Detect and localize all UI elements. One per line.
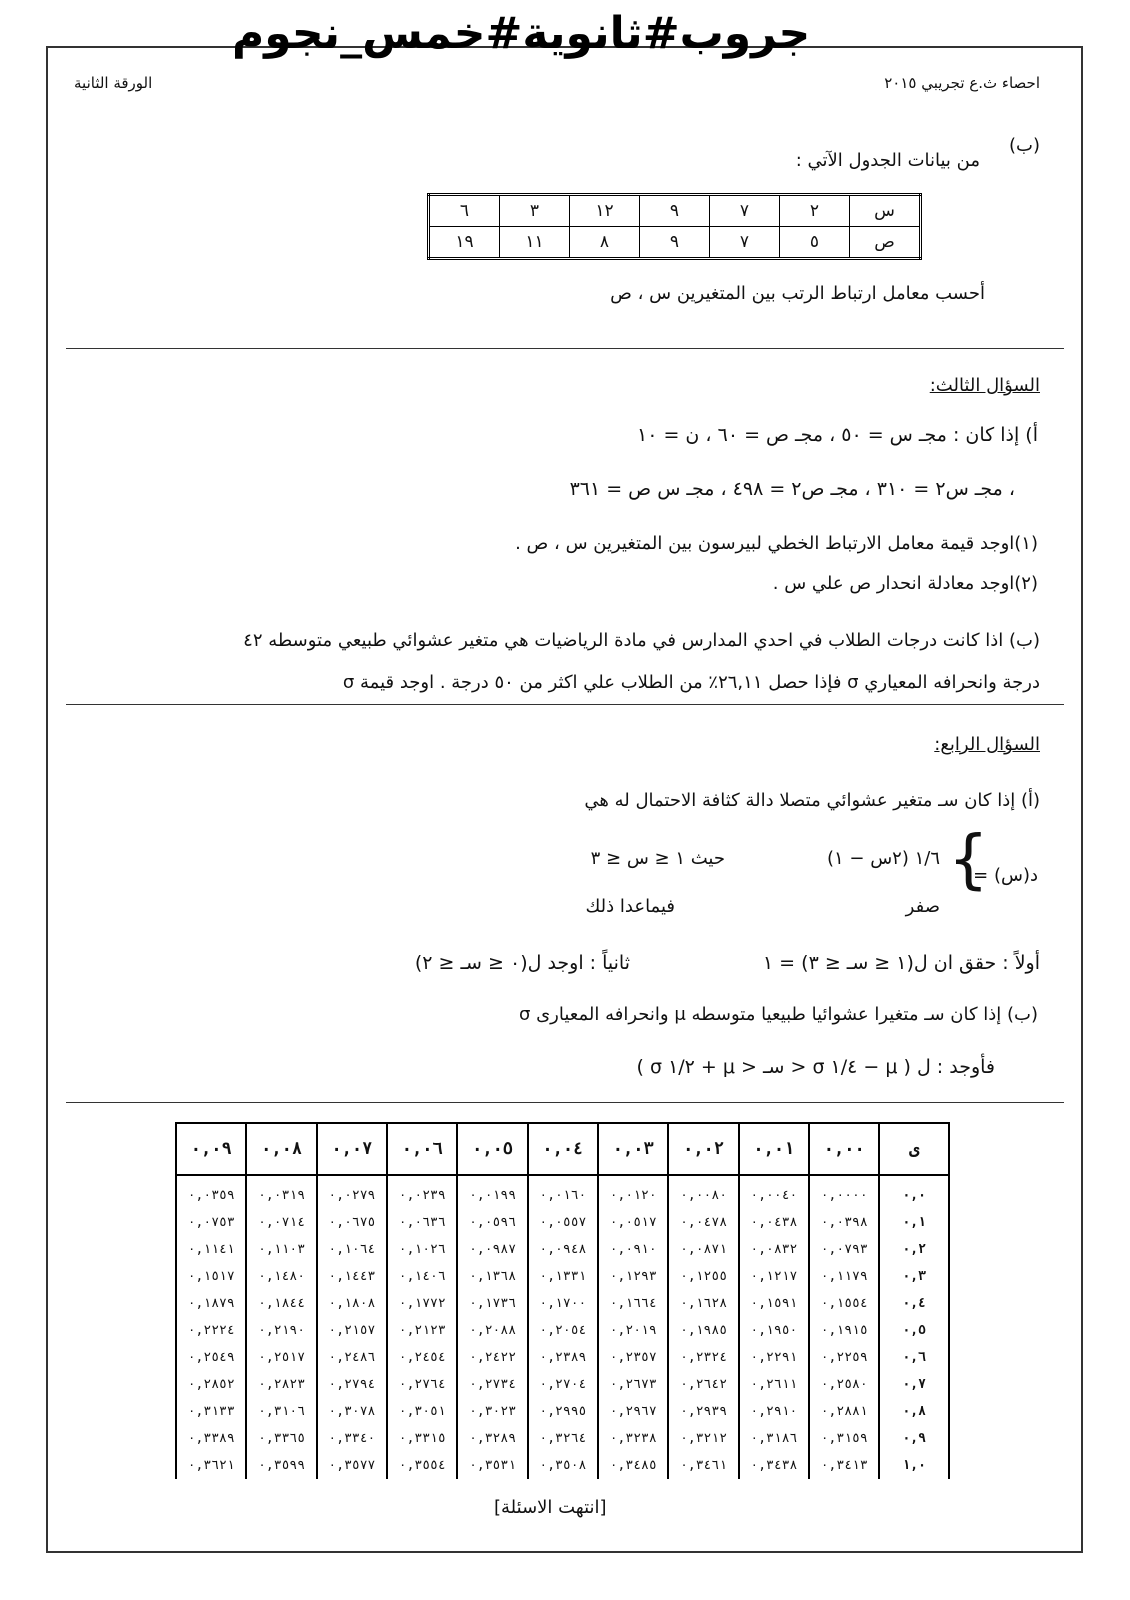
table-cell: ٠,٠٣٥٩ [176,1175,246,1209]
header-left: الورقة الثانية [74,74,153,92]
table-cell: ٠,٠٠٨٠ [668,1175,738,1209]
table-cell: ٠,٢٢٩١ [739,1344,809,1371]
table-cell: ٠,٣٥٠٨ [528,1452,598,1479]
table-cell: ٠,٢٣٥٧ [598,1344,668,1371]
row-head: ص [850,227,921,259]
table-cell: ٠,٣٥٣١ [457,1452,527,1479]
row-z-value: ٠,٩ [879,1425,949,1452]
footer-end-text: [انتهت الاسئلة] [494,1497,607,1518]
table-row [176,1425,949,1452]
table-row [176,1317,949,1344]
q4-case2-expr: صفر [905,896,940,917]
table-cell: ٠,٣٤١٣ [809,1452,879,1479]
table-cell: ٠,١٥٩١ [739,1290,809,1317]
table-cell: ٠,١١٧٩ [809,1263,879,1290]
table-row [176,1452,949,1479]
q3-b-line1: (ب) اذا كانت درجات الطلاب في احدي المدارس في مادة الرياضيات هي متغير عشوائي طبيعي متوسطه ٤٢ [243,630,1040,651]
table-cell: ٠,١٧٧٢ [387,1290,457,1317]
table-body [176,1175,949,1479]
corner-header: ى [879,1123,949,1175]
table-cell: ٠,٣٣٤٠ [317,1425,387,1452]
table-cell: ٠,٠٤٣٨ [739,1209,809,1236]
table-cell: ٠,٠٠٤٠ [739,1175,809,1209]
row-z-value: ١,٠ [879,1452,949,1479]
table-cell: ٠,٠٣١٩ [246,1175,316,1209]
table-cell: ٦ [429,195,500,227]
table-cell: ٠,٠٤٧٨ [668,1209,738,1236]
table-cell: ٠,٣٤٨٥ [598,1452,668,1479]
table-cell: ١٩ [429,227,500,259]
q3-a-1: (١)اوجد قيمة معامل الارتباط الخطي لبيرسون بين المتغيرين س ، ص . [515,533,1038,554]
table-cell: ٠,٣٠٢٣ [457,1398,527,1425]
table-cell: ٠,٣١٣٣ [176,1398,246,1425]
table-cell: ٠,٢٩٦٧ [598,1398,668,1425]
q3-a-2: (٢)اوجد معادلة انحدار ص علي س . [772,573,1038,594]
row-z-value: ٠,٢ [879,1236,949,1263]
table-cell: ٠,٠٨٧١ [668,1236,738,1263]
table-cell: ٠,١٣٦٨ [457,1263,527,1290]
q3-b-line2: درجة وانحرافه المعياري σ فإذا حصل ٢٦,١١٪ من الطلاب علي اكثر من ٥٠ درجة . اوجد قيمة σ [342,672,1040,693]
table-cell: ٠,٣١٥٩ [809,1425,879,1452]
q4-case2-cond: فيماعدا ذلك [585,896,675,917]
table-cell: ٧ [710,227,780,259]
table-cell: ٠,٣٢١٢ [668,1425,738,1452]
table-cell: ٠,٢٥١٧ [246,1344,316,1371]
table-cell: ٠,٢٤٢٢ [457,1344,527,1371]
q4-case1-expr: ١/٦ (٢س − ١) [826,848,940,869]
q4-case1-cond: حيث ١ ≤ س ≤ ٣ [590,848,725,869]
table-cell: ٣ [500,195,570,227]
row-z-value: ٠,٠ [879,1175,949,1209]
table-cell: ٠,٠٣٩٨ [809,1209,879,1236]
row-z-value: ٠,١ [879,1209,949,1236]
table-cell: ٠,٢١٢٣ [387,1317,457,1344]
table-cell: ٠,٠٦٣٦ [387,1209,457,1236]
column-header: ٠,٠٠ [809,1123,879,1175]
table-cell: ٠,١٦٢٨ [668,1290,738,1317]
table-cell: ٠,٢٨٨١ [809,1398,879,1425]
table-cell: ٠,٣٤٣٨ [739,1452,809,1479]
table-cell: ٠,٠٧١٤ [246,1209,316,1236]
divider [66,348,1064,349]
normal-distribution-table [175,1122,950,1479]
table-cell: ٠,٠٨٣٢ [739,1236,809,1263]
table-cell: ٧ [710,195,780,227]
table-cell: ٠,١٩٨٥ [668,1317,738,1344]
q3-a-line2: ، مجـ س٢ = ٣١٠ ، مجـ ص٢ = ٤٩٨ ، مجـ س ص = ٣٦١ [569,478,1015,500]
table-cell: ٠,٠٩٨٧ [457,1236,527,1263]
table-cell: ٠,٣٥٥٤ [387,1452,457,1479]
watermark-text: جروب#ثانوية#خمس_نجوم [232,8,811,59]
table-cell: ٩ [640,195,710,227]
row-z-value: ٠,٨ [879,1398,949,1425]
table-header-row [176,1123,949,1175]
table-cell: ٠,١٨٧٩ [176,1290,246,1317]
q4-a-intro: (أ) إذا كان سـ متغير عشوائي متصلا دالة كثافة الاحتمال له هي [584,790,1040,811]
table-cell: ٠,٣٤٦١ [668,1452,738,1479]
table-cell: ٠,١٠٦٤ [317,1236,387,1263]
table-cell: ٢ [780,195,850,227]
table-cell: ٠,١٠٢٦ [387,1236,457,1263]
table-cell: ٠,٢٦٤٢ [668,1371,738,1398]
table-cell: ٥ [780,227,850,259]
table-row [176,1398,949,1425]
column-header: ٠,٠١ [739,1123,809,1175]
table-row [429,227,921,259]
column-header: ٠,٠٤ [528,1123,598,1175]
table-cell: ٨ [570,227,640,259]
table-cell: ٠,٢٤٨٦ [317,1344,387,1371]
part-b-intro: من بيانات الجدول الآتي : [795,150,980,171]
table-cell: ٠,٠٥١٧ [598,1209,668,1236]
column-header: ٠,٠٥ [457,1123,527,1175]
table-cell: ٠,٣٣٨٩ [176,1425,246,1452]
table-cell: ٠,٢١٥٧ [317,1317,387,1344]
table-cell: ٠,٠٧٥٣ [176,1209,246,1236]
table-cell: ١٢ [570,195,640,227]
table-row [176,1371,949,1398]
column-header: ٠,٠٢ [668,1123,738,1175]
table-cell: ٠,١٢٩٣ [598,1263,668,1290]
table-cell: ٠,١٣٣١ [528,1263,598,1290]
table-cell: ٠,٢٩٣٩ [668,1398,738,1425]
table-cell: ٠,١٧٠٠ [528,1290,598,1317]
table-cell: ٠,٣٥٩٩ [246,1452,316,1479]
part-b-label: (ب) [1009,135,1040,156]
table-cell: ٠,١٧٣٦ [457,1290,527,1317]
table-row [176,1236,949,1263]
column-header: ٠,٠٦ [387,1123,457,1175]
table-cell: ٠,٢٠٨٨ [457,1317,527,1344]
table-cell: ٠,٠٧٩٣ [809,1236,879,1263]
table-cell: ٠,٢٩١٠ [739,1398,809,1425]
header-right: احصاء ث.ع تجريبي ٢٠١٥ [884,74,1040,92]
table-cell: ٠,٢٦١١ [739,1371,809,1398]
table-row [176,1209,949,1236]
q4-first: أولاً : حقق ان ل(١ ≤ سـ ≤ ٣) = ١ [762,952,1040,974]
table-cell: ٠,١٤٠٦ [387,1263,457,1290]
part-b-instruction: أحسب معامل ارتباط الرتب بين المتغيرين س ، ص [610,283,985,304]
table-cell: ٠,٣٠٥١ [387,1398,457,1425]
table-row [176,1175,949,1209]
row-z-value: ٠,٣ [879,1263,949,1290]
table-cell: ٠,١١٤١ [176,1236,246,1263]
table-cell: ٠,٢٧٣٤ [457,1371,527,1398]
table-cell: ٠,٢٤٥٤ [387,1344,457,1371]
column-header: ٠,٠٣ [598,1123,668,1175]
table-cell: ٠,٢٦٧٣ [598,1371,668,1398]
table-cell: ٠,٢٧٦٤ [387,1371,457,1398]
table-row [176,1344,949,1371]
table-cell: ٠,٣٢٦٤ [528,1425,598,1452]
table-cell: ١١ [500,227,570,259]
table-cell: ٠,١٤٨٠ [246,1263,316,1290]
table-cell: ٠,٠١٦٠ [528,1175,598,1209]
q4-b-intro: (ب) إذا كان سـ متغيرا عشوائيا طبيعيا متوسطه μ وانحرافه المعيارى σ [518,1004,1038,1025]
table-row [176,1290,949,1317]
table-cell: ٠,٣١٨٦ [739,1425,809,1452]
table-cell: ٠,٣١٠٦ [246,1398,316,1425]
divider [66,704,1064,705]
table-cell: ٠,٠٢٣٩ [387,1175,457,1209]
table-cell: ٠,١٤٤٣ [317,1263,387,1290]
q4-title: السؤال الرابع: [934,734,1040,755]
table-cell: ٠,٢٧٠٤ [528,1371,598,1398]
q3-a-line1: أ) إذا كان : مجـ س = ٥٠ ، مجـ ص = ٦٠ ، ن = ١٠ [637,424,1038,446]
column-header: ٠,٠٨ [246,1123,316,1175]
table-cell: ٠,١١٠٣ [246,1236,316,1263]
table-cell: ٠,٢٢٢٤ [176,1317,246,1344]
table-row [176,1263,949,1290]
column-header: ٠,٠٩ [176,1123,246,1175]
table-cell: ٠,٢٣٢٤ [668,1344,738,1371]
table-cell: ٠,١٦٦٤ [598,1290,668,1317]
table-cell: ٠,٠٢٧٩ [317,1175,387,1209]
q3-title: السؤال الثالث: [929,375,1040,396]
table-cell: ٠,١٩١٥ [809,1317,879,1344]
table-cell: ٠,١٥٥٤ [809,1290,879,1317]
table-cell: ٠,٢٨٢٣ [246,1371,316,1398]
table-cell: ٠,١٨٤٤ [246,1290,316,1317]
table-cell: ٠,٣٦٢١ [176,1452,246,1479]
table-cell: ٠,٢٥٤٩ [176,1344,246,1371]
table-cell: ٠,٢٥٨٠ [809,1371,879,1398]
table-cell: ٠,٣٠٧٨ [317,1398,387,1425]
table-cell: ٠,٢٠١٩ [598,1317,668,1344]
table-cell: ٠,١٥١٧ [176,1263,246,1290]
table-cell: ٠,١٩٥٠ [739,1317,809,1344]
row-z-value: ٠,٤ [879,1290,949,1317]
xy-data-table [427,193,922,260]
table-cell: ٠,٣٢٨٩ [457,1425,527,1452]
table-cell: ٠,٠٦٧٥ [317,1209,387,1236]
q4-b-find: فأوجد : ل ( μ − ١/٤ σ < سـ < μ + ١/٢ σ ) [636,1056,995,1078]
table-row [429,195,921,227]
table-cell: ٠,٢٢٥٩ [809,1344,879,1371]
row-z-value: ٠,٧ [879,1371,949,1398]
table-cell: ٠,٠١٢٠ [598,1175,668,1209]
row-z-value: ٠,٦ [879,1344,949,1371]
table-cell: ٠,٣٣٦٥ [246,1425,316,1452]
table-cell: ٠,٢٩٩٥ [528,1398,598,1425]
brace-icon: { [948,823,989,897]
table-cell: ٠,٢٨٥٢ [176,1371,246,1398]
table-cell: ٠,٢٧٩٤ [317,1371,387,1398]
table-cell: ٠,٣٢٣٨ [598,1425,668,1452]
table-cell: ٠,١٢١٧ [739,1263,809,1290]
table-cell: ٠,٢٣٨٩ [528,1344,598,1371]
table-cell: ٠,٠٩١٠ [598,1236,668,1263]
column-header: ٠,٠٧ [317,1123,387,1175]
table-cell: ٠,٠٥٩٦ [457,1209,527,1236]
row-z-value: ٠,٥ [879,1317,949,1344]
table-cell: ٠,٠١٩٩ [457,1175,527,1209]
table-cell: ٠,١٢٥٥ [668,1263,738,1290]
table-cell: ٠,٣٥٧٧ [317,1452,387,1479]
divider [66,1102,1064,1103]
table-cell: ٠,٣٣١٥ [387,1425,457,1452]
q4-second: ثانياً : اوجد ل(٠ ≤ سـ ≤ ٢) [414,952,630,974]
table-cell: ٠,٠٠٠٠ [809,1175,879,1209]
table-cell: ٠,٠٩٤٨ [528,1236,598,1263]
row-head: س [850,195,921,227]
table-cell: ٠,٢٠٥٤ [528,1317,598,1344]
q4-func-name: د(س) = [973,865,1038,886]
table-cell: ٠,١٨٠٨ [317,1290,387,1317]
table-cell: ٠,٢١٩٠ [246,1317,316,1344]
table-cell: ٠,٠٥٥٧ [528,1209,598,1236]
table-cell: ٩ [640,227,710,259]
